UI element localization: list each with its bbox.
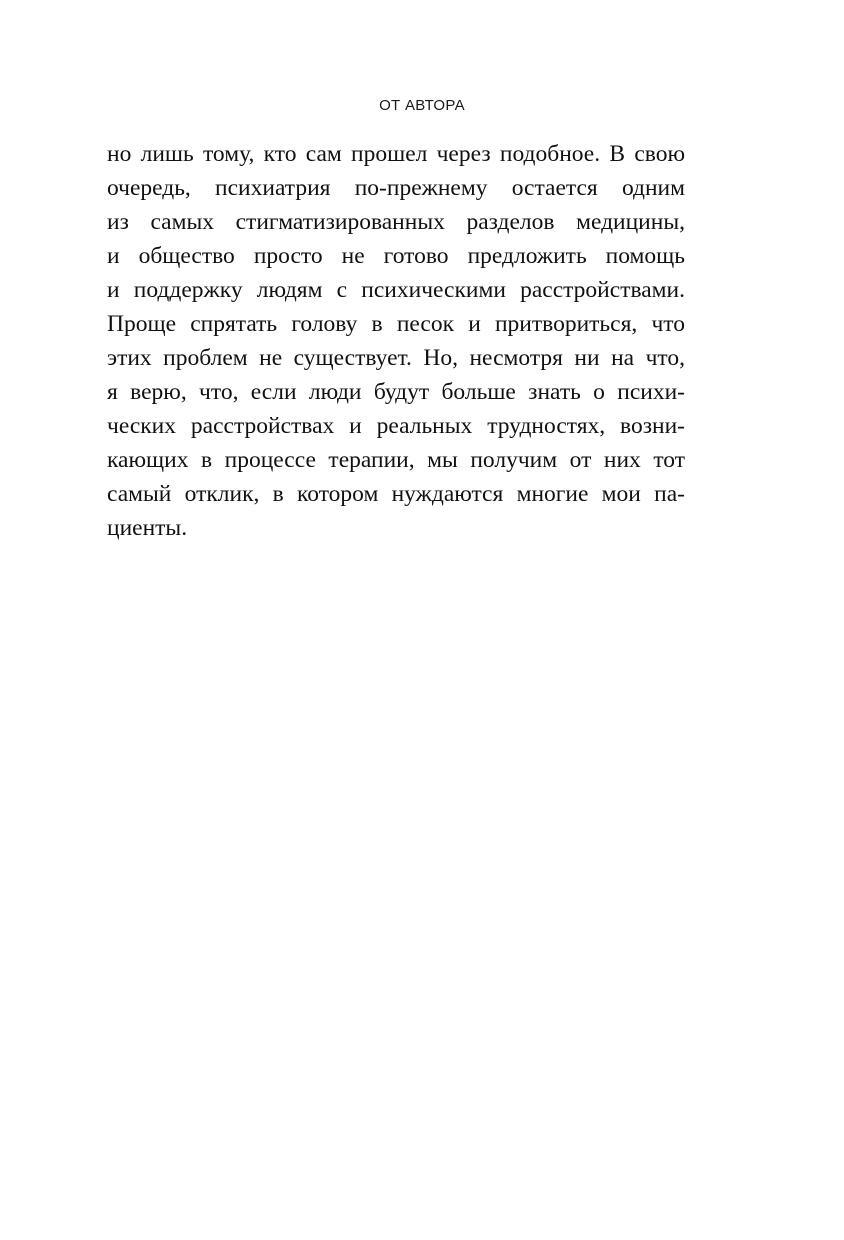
text-line: и поддержку людям с психическими расстройствами. — [107, 277, 685, 303]
body-paragraph — [107, 137, 685, 545]
text-line: и общество просто не готово предложить помощь — [107, 243, 685, 269]
text-line: я верю, что, если люди будут больше знать о психи- — [107, 379, 685, 405]
text-line: из самых стигматизированных разделов медицины, — [107, 209, 685, 235]
text-line: самый отклик, в котором нуждаются многие мои па- — [107, 481, 685, 507]
text-line: этих проблем не существует. Но, несмотря ни на что, — [107, 345, 685, 371]
text-line: но лишь тому, кто сам прошел через подобное. В свою — [107, 141, 685, 167]
text-line: очередь, психиатрия по-прежнему остается одним — [107, 175, 685, 201]
text-line: кающих в процессе терапии, мы получим от них тот — [107, 447, 685, 473]
text-line: Проще спрятать голову в песок и притвориться, что — [107, 311, 685, 337]
running-head: ОТ АВТОРА — [379, 97, 465, 114]
text-line: ческих расстройствах и реальных трудностях, возни- — [107, 413, 685, 439]
text-line: циенты. — [107, 515, 188, 541]
